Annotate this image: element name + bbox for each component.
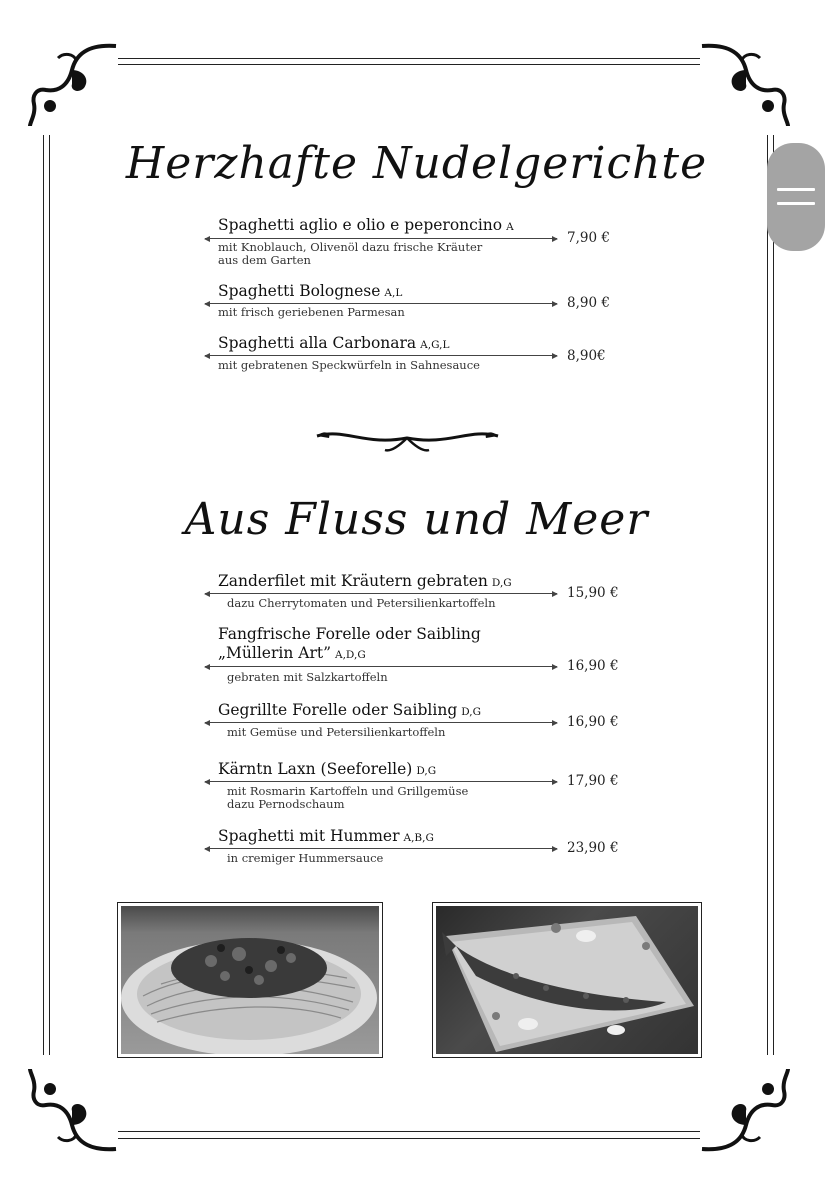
leader-line: [205, 781, 557, 782]
menu-item: [205, 760, 625, 815]
corner-flourish-icon: [28, 1065, 118, 1155]
allergen-codes: A,D,G: [335, 649, 366, 661]
leader-line: [205, 355, 557, 356]
dish-name: Zanderfilet mit Kräutern gebraten: [218, 572, 488, 590]
menu-item: [205, 827, 625, 867]
dish-description: mit gebratenen Speckwürfeln in Sahnesauce: [218, 358, 480, 372]
frame-left-line-inner: [49, 135, 50, 1055]
dish-name: Spaghetti alla Carbonara: [218, 334, 417, 352]
allergen-codes: A,B,G: [403, 832, 434, 844]
dish-description: mit frisch geriebenen Parmesan: [218, 305, 405, 319]
frame-left-line-outer: [43, 135, 44, 1055]
menu-item: [205, 282, 625, 322]
dish-description: gebraten mit Salzkartoffeln: [227, 670, 388, 684]
allergen-codes: A,L: [384, 287, 403, 299]
section-title-pasta: Herzhafte Nudelgerichte: [125, 138, 708, 189]
dish-price: 7,90 €: [567, 230, 610, 246]
dish-description: aus dem Garten: [218, 253, 311, 267]
dish-description: dazu Cherrytomaten und Petersilienkartoffeln: [227, 596, 496, 610]
dish-description: in cremiger Hummersauce: [227, 851, 384, 865]
frame-bottom-line-inner: [118, 1131, 700, 1132]
menu-item: [205, 216, 625, 276]
menu-icon: [777, 188, 815, 191]
allergen-codes: D,G: [416, 765, 437, 777]
dish-name: Gegrillte Forelle oder Saibling: [218, 701, 458, 719]
menu-item: [205, 625, 625, 685]
photo-spaghetti-bolognese: [117, 902, 383, 1058]
dish-price: 8,90 €: [567, 295, 610, 311]
frame-bottom-line-outer: [118, 1138, 700, 1139]
dish-price: 23,90 €: [567, 840, 619, 856]
dish-description: mit Gemüse und Petersilienkartoffeln: [227, 725, 446, 739]
section-title-fish: Aus Fluss und Meer: [184, 494, 649, 545]
menu-toggle-button[interactable]: [767, 143, 825, 251]
leader-line: [205, 238, 557, 239]
leader-line: [205, 593, 557, 594]
dish-description: dazu Pernodschaum: [227, 797, 345, 811]
divider-flourish-icon: [315, 424, 500, 456]
allergen-codes: A: [506, 221, 514, 233]
photo-grilled-trout: [432, 902, 702, 1058]
dish-price: 16,90 €: [567, 714, 619, 730]
dish-description: mit Rosmarin Kartoffeln und Grillgemüse: [227, 784, 469, 798]
menu-item: [205, 572, 625, 612]
dish-price: 17,90 €: [567, 773, 619, 789]
allergen-codes: D,G: [491, 577, 512, 589]
dish-price: 16,90 €: [567, 658, 619, 674]
dish-name: Kärntn Laxn (Seeforelle): [218, 760, 413, 778]
frame-right-line-inner: [767, 135, 768, 1055]
menu-item: [205, 701, 625, 741]
corner-flourish-icon: [700, 40, 790, 130]
dish-name: Fangfrische Forelle oder Saibling: [218, 625, 481, 643]
leader-line: [205, 303, 557, 304]
dish-price: 8,90€: [567, 348, 606, 364]
dish-price: 15,90 €: [567, 585, 619, 601]
dish-name: Spaghetti Bolognese: [218, 282, 381, 300]
frame-top-line-outer: [118, 58, 700, 59]
menu-icon-bar: [777, 202, 815, 205]
allergen-codes: A,G,L: [420, 339, 450, 351]
leader-line: [205, 848, 557, 849]
frame-right-line-outer: [773, 135, 774, 1055]
dish-name-line2: „Müllerin Art”: [218, 644, 332, 662]
leader-line: [205, 722, 557, 723]
leader-line: [205, 666, 557, 667]
dish-name: Spaghetti aglio e olio e peperoncino: [218, 216, 503, 234]
menu-item: [205, 334, 625, 374]
dish-name: Spaghetti mit Hummer: [218, 827, 400, 845]
corner-flourish-icon: [28, 40, 118, 130]
allergen-codes: D,G: [461, 706, 482, 718]
dish-description: mit Knoblauch, Olivenöl dazu frische Kräuter: [218, 240, 483, 254]
frame-top-line-inner: [118, 64, 700, 65]
corner-flourish-icon: [700, 1065, 790, 1155]
